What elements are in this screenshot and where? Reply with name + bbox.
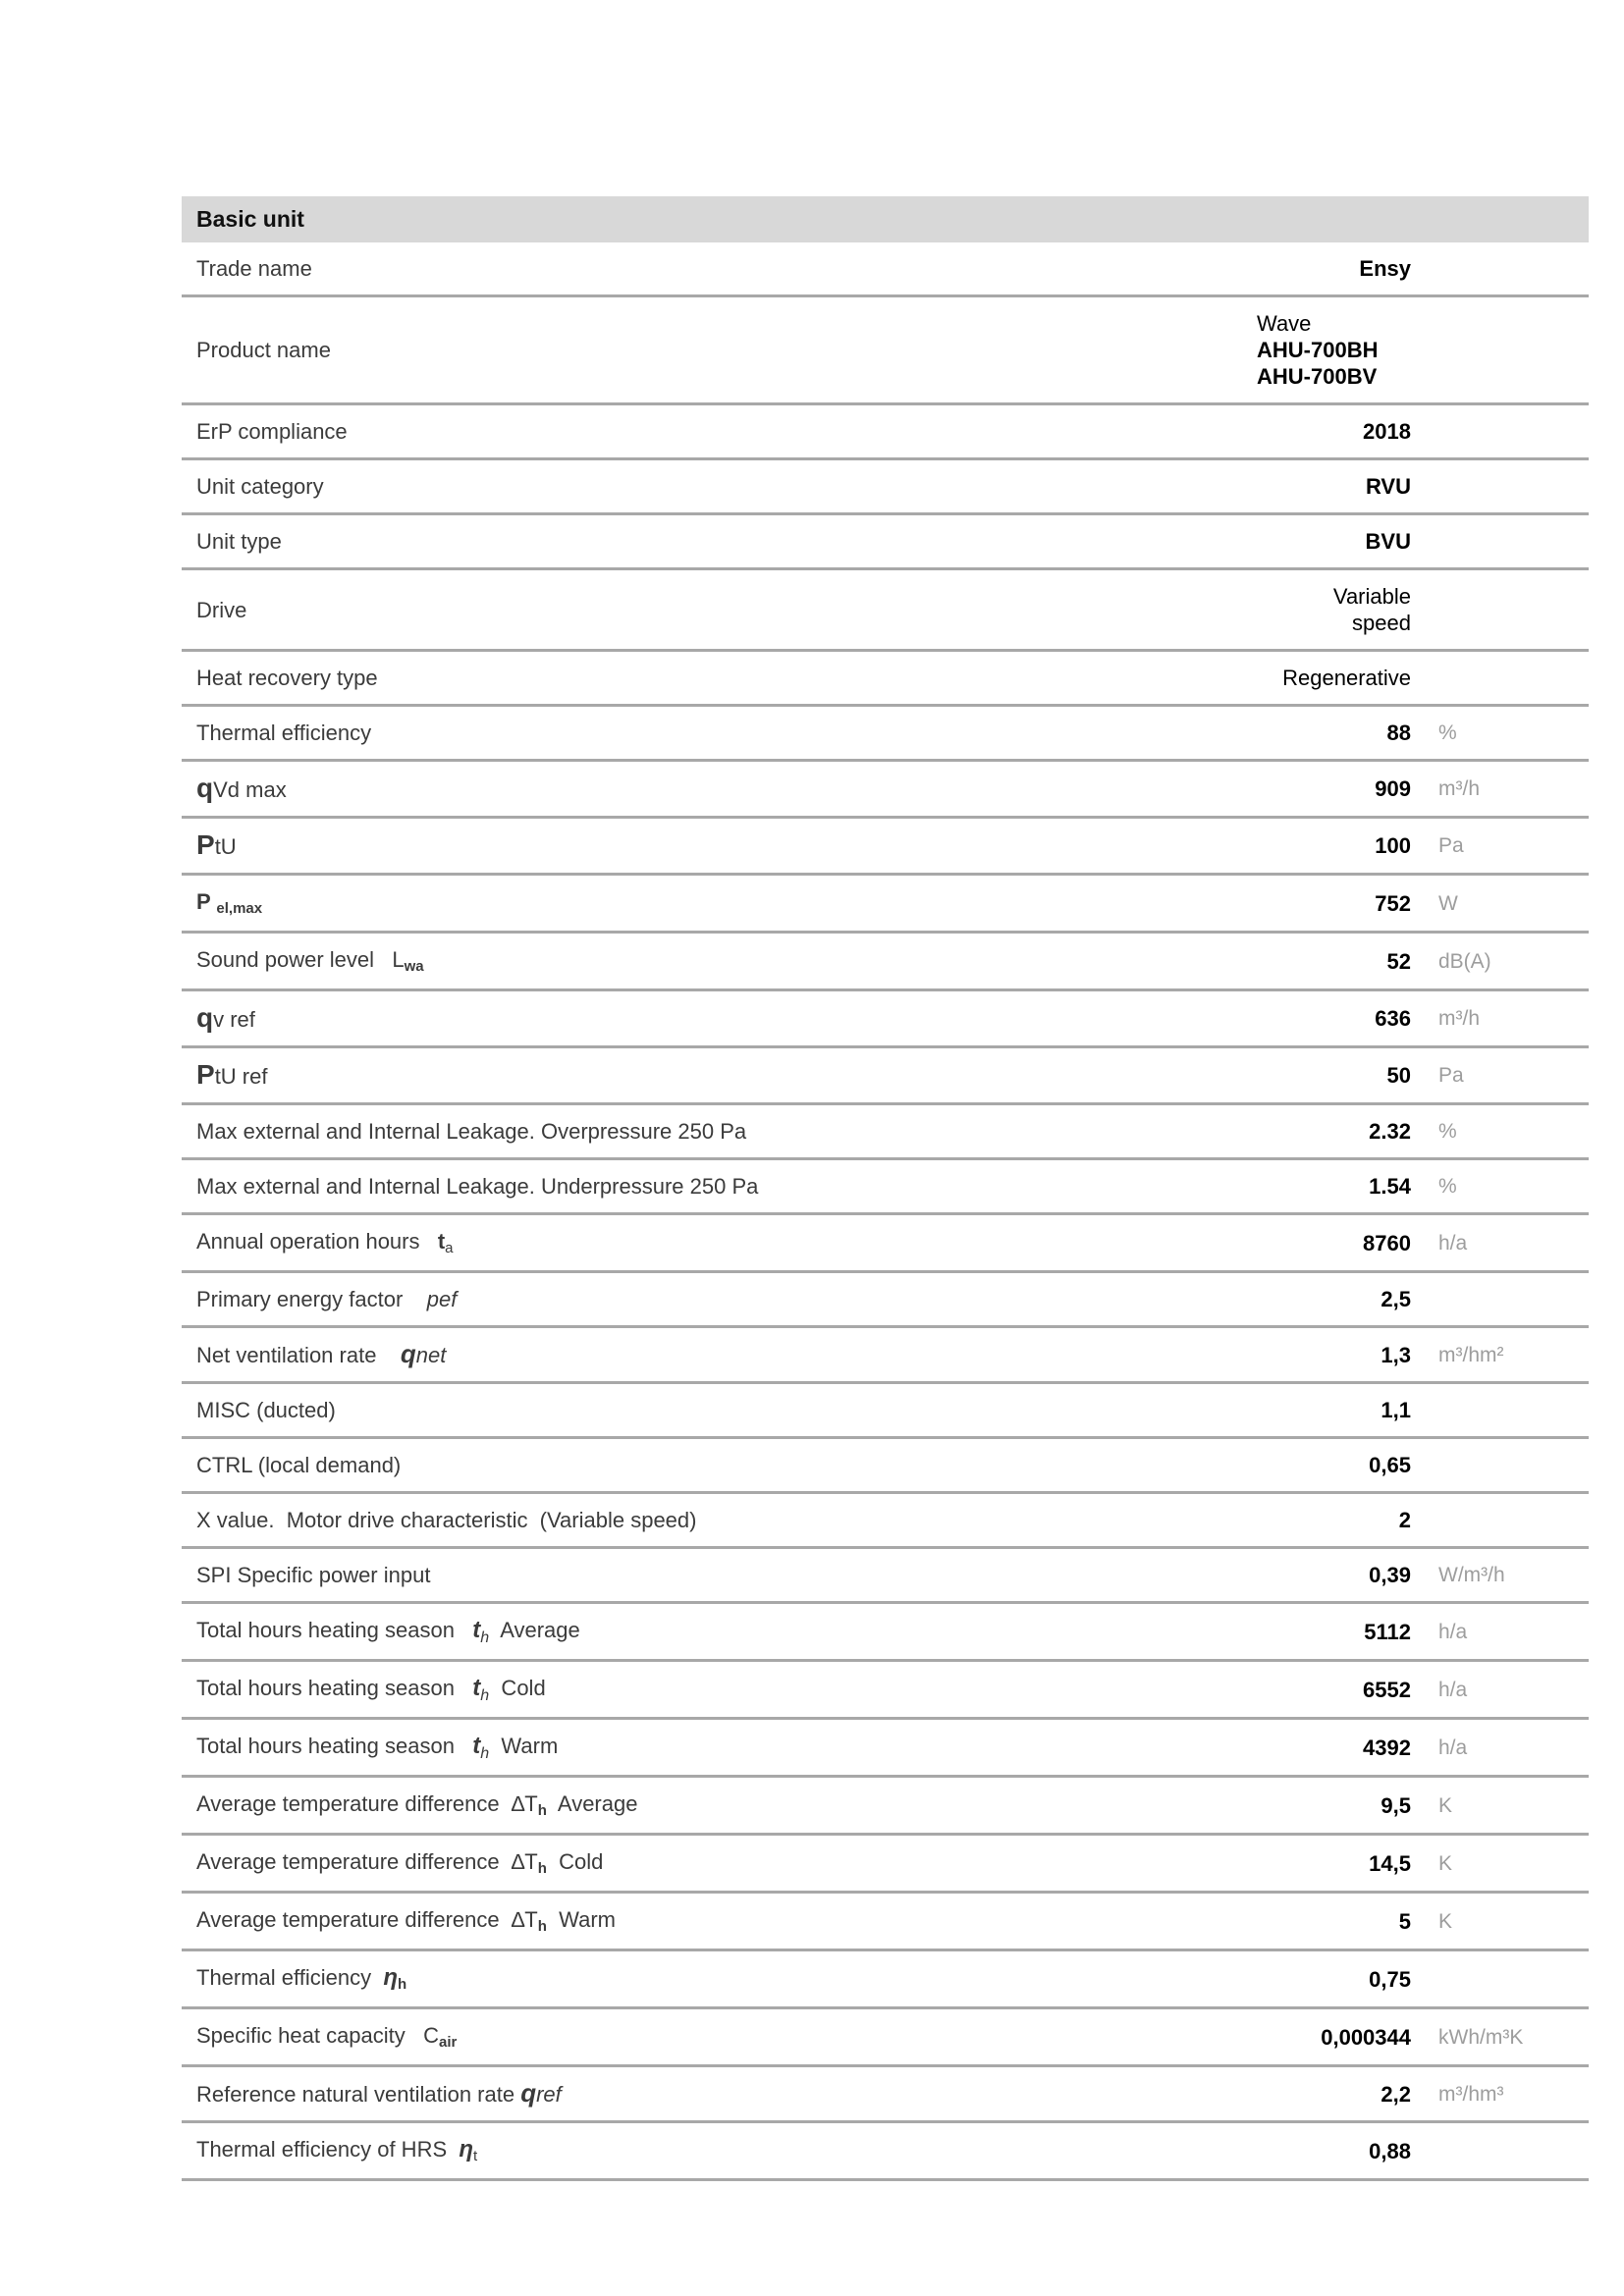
label-segment: Thermal efficiency of HRS [196,2137,460,2162]
table-row [182,1273,1589,1328]
row-label [182,1848,1156,1878]
label-segment: Specific heat capacity C [196,2023,440,2048]
row-value [1156,2024,1411,2051]
row-value [1156,665,1411,691]
value-line: 52 [1386,948,1411,974]
row-label [182,1790,1156,1820]
row-label [182,888,1156,918]
label-segment: X value. Motor drive characteristic (Variable speed) [196,1508,697,1532]
label-segment: t [472,1733,481,1759]
row-unit: h/a [1438,1735,1468,1759]
row-label [182,1173,1156,1200]
label-segment: h [537,1860,547,1877]
row-value [1156,310,1411,390]
label-segment: P [196,889,217,914]
value-line: 1.54 [1369,1174,1411,1199]
table-row [182,1836,1589,1894]
row-value [1156,948,1411,975]
basic-unit-spec-table [182,196,1589,2181]
label-segment: Max external and Internal Leakage. Overpressure 250 Pa [196,1119,747,1144]
label-segment: Total hours heating season [196,1676,473,1700]
table-row [182,1951,1589,2009]
label-segment: Primary energy factor [196,1287,427,1311]
value-line: 8760 [1363,1230,1411,1255]
value-line: BVU [1365,529,1411,554]
value-line: 752 [1375,890,1411,916]
label-segment: q [520,2078,537,2108]
row-value [1156,1118,1411,1145]
label-segment: Total hours heating season [196,1618,473,1642]
label-segment: Average [489,1618,580,1642]
row-label [182,1397,1156,1423]
row-unit: Pa [1438,1064,1464,1087]
row-label [182,1228,1156,1257]
value-line: 5112 [1364,1619,1411,1644]
value-line: 2 [1398,1508,1411,1532]
table-row [182,762,1589,819]
row-value [1156,1397,1411,1423]
row-label [182,1286,1156,1312]
label-segment: Average [546,1791,638,1816]
label-segment: tU [214,834,237,859]
row-label [182,528,1156,555]
value-line: 14,5 [1369,1850,1411,1876]
label-segment: Average temperature difference ∆T [196,1791,538,1816]
row-label [182,1617,1156,1646]
label-segment: P [196,1059,215,1090]
label-segment: h [480,1629,490,1646]
row-unit: K [1438,1909,1453,1933]
row-value [1156,1173,1411,1200]
value-line: 2.32 [1369,1119,1411,1144]
table-row [182,515,1589,570]
label-segment: ref [536,2082,562,2107]
value-line: 5 [1398,1908,1411,1934]
row-unit: m³/h [1438,777,1480,800]
label-segment: t [473,2148,478,2164]
table-row [182,460,1589,515]
value-line: 1,3 [1380,1342,1411,1367]
row-value [1156,1792,1411,1819]
row-value [1156,832,1411,859]
row-value [1156,583,1411,636]
row-unit: dB(A) [1438,949,1491,973]
row-unit: % [1438,1120,1457,1143]
table-header [182,196,1589,242]
row-label [182,1964,1156,1994]
table-row [182,1549,1589,1604]
row-label [182,597,1156,623]
label-segment: Reference natural ventilation rate [196,2082,521,2107]
table-row [182,1105,1589,1160]
table-row [182,1662,1589,1720]
row-unit: m³/h [1438,1007,1480,1030]
row-label [182,2022,1156,2052]
row-value [1156,473,1411,500]
row-label [182,1562,1156,1588]
label-segment: Average temperature difference ∆T [196,1907,538,1932]
row-value [1156,890,1411,917]
value-line: Wave [1257,311,1312,336]
row-value [1156,1507,1411,1533]
label-segment: Heat recovery type [196,666,378,690]
label-segment: Unit type [196,529,282,554]
label-segment: CTRL (local demand) [196,1453,402,1477]
row-value [1156,1908,1411,1935]
row-value [1156,1286,1411,1312]
table-body [182,242,1589,2181]
value-line: 636 [1375,1006,1411,1031]
row-label [182,1004,1156,1033]
row-label [182,1452,1156,1478]
label-segment: wa [404,958,424,975]
label-segment: Warm [546,1907,616,1932]
table-row [182,1439,1589,1494]
label-segment: h [537,1918,547,1935]
label-segment: Drive [196,597,247,622]
value-line: 88 [1386,721,1411,745]
label-segment: Vd max [213,777,287,802]
row-value [1156,1850,1411,1877]
value-line: 2018 [1363,419,1411,444]
row-value [1156,1452,1411,1478]
row-label [182,1733,1156,1762]
value-line: 909 [1375,776,1411,801]
table-row [182,570,1589,652]
row-value [1156,1562,1411,1588]
value-line: 0,88 [1369,2138,1411,2163]
value-line: AHU-700BH [1257,338,1379,362]
table-row [182,1604,1589,1662]
label-segment: h [480,1745,490,1762]
row-label [182,665,1156,691]
value-line: Regenerative [1282,666,1411,690]
value-line: 6552 [1363,1677,1411,1702]
row-value [1156,1062,1411,1089]
value-line: 2,2 [1380,2081,1411,2107]
label-segment: q [196,1002,214,1033]
label-segment: MISC (ducted) [196,1398,336,1422]
table-row [182,1494,1589,1549]
table-row [182,297,1589,405]
table-row [182,242,1589,297]
table-row [182,1778,1589,1836]
label-segment: SPI Specific power input [196,1563,431,1587]
row-value [1156,1619,1411,1645]
label-segment: pef [426,1287,458,1311]
row-unit: m³/hm² [1438,1343,1504,1366]
row-label [182,1675,1156,1704]
value-line: 0,000344 [1321,2024,1411,2050]
row-value [1156,1342,1411,1368]
label-segment: Cold [546,1849,604,1874]
value-line: 2,5 [1380,1287,1411,1311]
row-label [182,946,1156,976]
label-segment: h [398,1976,407,1993]
row-value [1156,720,1411,746]
row-value [1156,418,1411,445]
value-line: 100 [1375,833,1411,858]
label-segment: Thermal efficiency [196,721,372,745]
label-segment: Max external and Internal Leakage. Underpressure 250 Pa [196,1174,759,1199]
table-row [182,876,1589,934]
row-value [1156,2138,1411,2164]
table-row [182,1215,1589,1273]
table-row [182,2123,1589,2181]
label-segment: P [196,829,215,860]
table-row [182,2067,1589,2123]
table-row [182,991,1589,1048]
label-segment: Trade name [196,256,312,281]
label-segment: q [400,1339,416,1368]
row-unit: W/m³/h [1438,1564,1505,1586]
value-line: 0,75 [1369,1966,1411,1992]
row-value [1156,2081,1411,2108]
table-row [182,652,1589,707]
label-segment: Warm [489,1734,559,1758]
table-row [182,405,1589,460]
table-row [182,819,1589,876]
label-segment: Net ventilation rate [196,1343,401,1367]
row-label [182,255,1156,282]
row-label [182,1507,1156,1533]
label-segment: Cold [489,1676,546,1700]
label-segment: tU ref [214,1064,268,1089]
row-unit: K [1438,1793,1453,1817]
row-unit: % [1438,721,1457,744]
row-value [1156,1966,1411,1993]
row-label [182,1118,1156,1145]
table-row [182,1328,1589,1384]
label-segment: η [383,1964,399,1991]
row-value [1156,1230,1411,1256]
value-line: RVU [1365,474,1411,499]
label-segment: t [472,1617,481,1643]
label-segment: net [415,1343,447,1367]
label-segment: a [445,1240,454,1256]
table-row [182,1048,1589,1105]
value-line: 0,65 [1369,1453,1411,1477]
table-row [182,1894,1589,1951]
value-line: 4392 [1363,1735,1411,1760]
label-segment: el,max [216,900,263,917]
row-unit: kWh/m³K [1438,2025,1524,2049]
row-unit: h/a [1438,1231,1468,1255]
label-segment: Thermal efficiency [196,1965,384,1990]
label-segment: Sound power level L [196,947,405,972]
row-label [182,831,1156,860]
row-label [182,1906,1156,1936]
row-value [1156,255,1411,282]
label-segment: η [459,2136,474,2163]
value-line: 0,39 [1369,1563,1411,1587]
label-segment: h [537,1802,547,1819]
row-label [182,1341,1156,1368]
row-value [1156,528,1411,555]
row-value [1156,1677,1411,1703]
row-unit: W [1438,891,1458,915]
label-segment: Unit category [196,474,324,499]
label-segment: Product name [196,338,331,362]
row-label [182,774,1156,803]
value-line: Ensy [1359,256,1411,281]
table-row [182,1384,1589,1439]
row-value [1156,1005,1411,1032]
row-unit: h/a [1438,1678,1468,1701]
table-row [182,2009,1589,2067]
row-value [1156,775,1411,802]
label-segment: air [439,2034,458,2051]
row-label [182,720,1156,746]
label-segment: q [196,773,214,803]
row-label [182,473,1156,500]
table-row [182,1160,1589,1215]
label-segment: Annual operation hours [196,1229,438,1254]
label-segment: Average temperature difference ∆T [196,1849,538,1874]
label-segment: ErP compliance [196,419,348,444]
row-label [182,2136,1156,2165]
table-row [182,1720,1589,1778]
value-line: AHU-700BV [1257,364,1378,389]
value-line: 1,1 [1380,1398,1411,1422]
value-line: 50 [1386,1063,1411,1088]
value-line: Variable [1332,584,1411,609]
row-unit: m³/hm³ [1438,2082,1504,2106]
label-segment: t [437,1229,446,1254]
value-line: speed [1352,611,1411,635]
row-unit: K [1438,1851,1453,1875]
label-segment: v ref [213,1007,255,1032]
row-label [182,2080,1156,2108]
label-segment: Total hours heating season [196,1734,473,1758]
label-segment: h [480,1687,490,1704]
row-label [182,1061,1156,1090]
table-row [182,934,1589,991]
table-row [182,707,1589,762]
row-unit: Pa [1438,834,1464,857]
row-label [182,337,1156,363]
row-value [1156,1735,1411,1761]
value-line: 9,5 [1380,1792,1411,1818]
row-label [182,418,1156,445]
row-unit: % [1438,1175,1457,1198]
table-title: Basic unit [196,206,304,232]
row-unit: h/a [1438,1620,1468,1643]
label-segment: t [472,1675,481,1701]
